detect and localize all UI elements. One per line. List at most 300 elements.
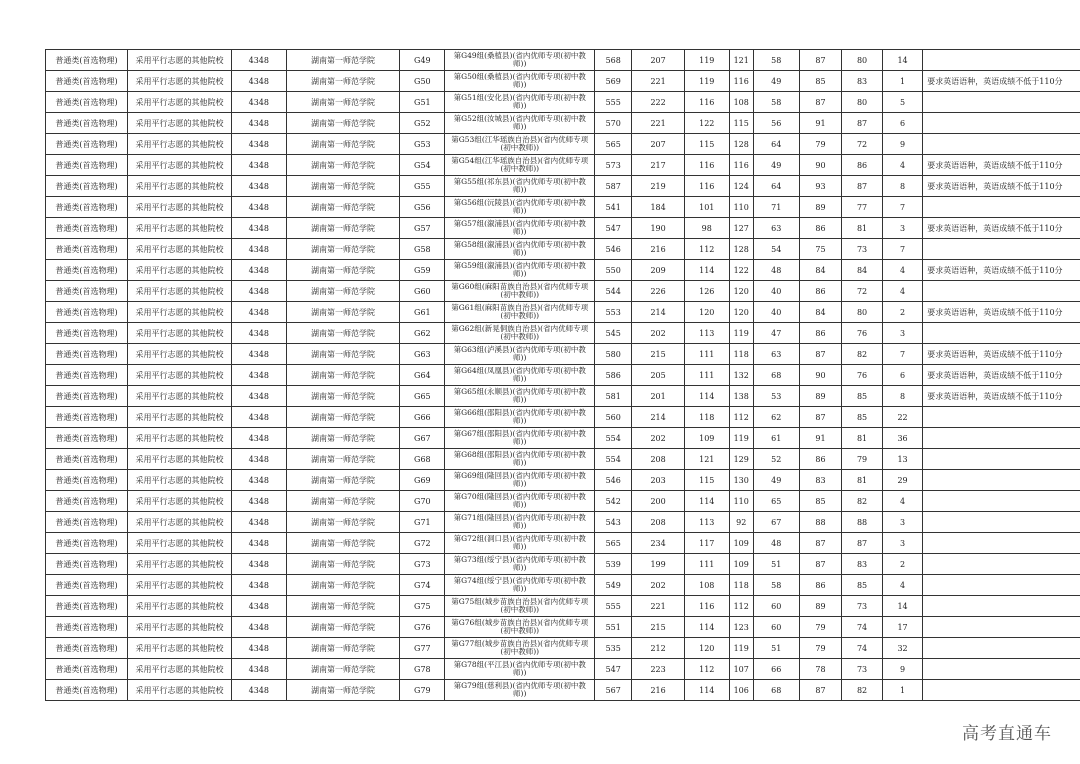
cell-code: 4348 bbox=[231, 176, 286, 197]
cell-gcode: G60 bbox=[400, 281, 445, 302]
cell-remark bbox=[923, 659, 1080, 680]
cell-remark bbox=[923, 575, 1080, 596]
cell-school: 湖南第一师范学院 bbox=[286, 176, 400, 197]
cell-plan: 14 bbox=[882, 596, 922, 617]
cell-school: 湖南第一师范学院 bbox=[286, 302, 400, 323]
cell-remark bbox=[923, 428, 1080, 449]
cell-c2: 112 bbox=[729, 596, 753, 617]
cell-code: 4348 bbox=[231, 302, 286, 323]
cell-code: 4348 bbox=[231, 575, 286, 596]
table-row bbox=[46, 470, 1080, 491]
cell-batch: 采用平行志愿的其他院校 bbox=[128, 155, 232, 176]
cell-rank: 221 bbox=[632, 113, 685, 134]
cell-c3: 65 bbox=[753, 491, 799, 512]
cell-gcode: G71 bbox=[400, 512, 445, 533]
cell-rank: 221 bbox=[632, 71, 685, 92]
cell-plan: 3 bbox=[882, 323, 922, 344]
cell-remark: 要求英语语种，英语成绩不低于110分 bbox=[923, 344, 1080, 365]
admission-table bbox=[45, 49, 1080, 701]
cell-batch: 采用平行志愿的其他院校 bbox=[128, 134, 232, 155]
cell-c3: 53 bbox=[753, 386, 799, 407]
cell-school: 湖南第一师范学院 bbox=[286, 71, 400, 92]
cell-batch: 采用平行志愿的其他院校 bbox=[128, 323, 232, 344]
cell-rank: 207 bbox=[632, 134, 685, 155]
cell-c2: 119 bbox=[729, 323, 753, 344]
cell-score: 545 bbox=[595, 323, 632, 344]
cell-c4: 86 bbox=[799, 575, 842, 596]
cell-plan: 32 bbox=[882, 638, 922, 659]
cell-c5: 74 bbox=[842, 617, 882, 638]
cell-remark: 要求英语语种，英语成绩不低于110分 bbox=[923, 386, 1080, 407]
cell-c2: 118 bbox=[729, 575, 753, 596]
cell-c3: 60 bbox=[753, 596, 799, 617]
cell-cat: 普通类(首选物理) bbox=[46, 50, 128, 71]
cell-c1: 116 bbox=[684, 596, 729, 617]
cell-c3: 58 bbox=[753, 50, 799, 71]
cell-remark: 要求英语语种，英语成绩不低于110分 bbox=[923, 155, 1080, 176]
cell-score: 547 bbox=[595, 218, 632, 239]
cell-c3: 64 bbox=[753, 176, 799, 197]
cell-rank: 215 bbox=[632, 344, 685, 365]
cell-c2: 129 bbox=[729, 449, 753, 470]
cell-school: 湖南第一师范学院 bbox=[286, 134, 400, 155]
cell-score: 565 bbox=[595, 134, 632, 155]
cell-school: 湖南第一师范学院 bbox=[286, 575, 400, 596]
cell-plan: 3 bbox=[882, 512, 922, 533]
cell-c5: 87 bbox=[842, 533, 882, 554]
cell-c1: 121 bbox=[684, 449, 729, 470]
cell-rank: 214 bbox=[632, 302, 685, 323]
cell-cat: 普通类(首选物理) bbox=[46, 71, 128, 92]
cell-code: 4348 bbox=[231, 197, 286, 218]
cell-score: 551 bbox=[595, 617, 632, 638]
cell-score: 550 bbox=[595, 260, 632, 281]
watermark-text: 高考直通车 bbox=[962, 724, 1052, 744]
cell-rank: 221 bbox=[632, 596, 685, 617]
cell-gcode: G70 bbox=[400, 491, 445, 512]
cell-gcode: G54 bbox=[400, 155, 445, 176]
cell-gcode: G63 bbox=[400, 344, 445, 365]
cell-batch: 采用平行志愿的其他院校 bbox=[128, 680, 232, 701]
cell-c2: 109 bbox=[729, 533, 753, 554]
cell-c5: 72 bbox=[842, 281, 882, 302]
cell-code: 4348 bbox=[231, 92, 286, 113]
cell-remark: 要求英语语种，英语成绩不低于110分 bbox=[923, 218, 1080, 239]
cell-c3: 49 bbox=[753, 155, 799, 176]
cell-score: 541 bbox=[595, 197, 632, 218]
cell-school: 湖南第一师范学院 bbox=[286, 554, 400, 575]
cell-cat: 普通类(首选物理) bbox=[46, 386, 128, 407]
table-row bbox=[46, 365, 1080, 386]
cell-code: 4348 bbox=[231, 470, 286, 491]
cell-gcode: G78 bbox=[400, 659, 445, 680]
cell-c5: 87 bbox=[842, 113, 882, 134]
cell-gcode: G50 bbox=[400, 71, 445, 92]
cell-c3: 71 bbox=[753, 197, 799, 218]
cell-c4: 83 bbox=[799, 470, 842, 491]
cell-code: 4348 bbox=[231, 449, 286, 470]
cell-plan: 7 bbox=[882, 239, 922, 260]
cell-gcode: G52 bbox=[400, 113, 445, 134]
cell-c1: 115 bbox=[684, 134, 729, 155]
cell-c3: 51 bbox=[753, 638, 799, 659]
cell-cat: 普通类(首选物理) bbox=[46, 134, 128, 155]
table-row bbox=[46, 596, 1080, 617]
cell-c2: 132 bbox=[729, 365, 753, 386]
cell-c1: 119 bbox=[684, 71, 729, 92]
cell-remark bbox=[923, 113, 1080, 134]
cell-gcode: G62 bbox=[400, 323, 445, 344]
cell-c1: 116 bbox=[684, 92, 729, 113]
cell-school: 湖南第一师范学院 bbox=[286, 512, 400, 533]
cell-score: 568 bbox=[595, 50, 632, 71]
cell-group: 第G60组(麻阳苗族自治县)(省内优师专项(初中教师)) bbox=[445, 281, 595, 302]
cell-code: 4348 bbox=[231, 386, 286, 407]
cell-c4: 88 bbox=[799, 512, 842, 533]
cell-rank: 202 bbox=[632, 323, 685, 344]
cell-rank: 215 bbox=[632, 617, 685, 638]
cell-batch: 采用平行志愿的其他院校 bbox=[128, 113, 232, 134]
cell-plan: 14 bbox=[882, 50, 922, 71]
cell-c4: 85 bbox=[799, 71, 842, 92]
cell-batch: 采用平行志愿的其他院校 bbox=[128, 575, 232, 596]
cell-score: 539 bbox=[595, 554, 632, 575]
cell-c1: 115 bbox=[684, 470, 729, 491]
cell-c1: 113 bbox=[684, 512, 729, 533]
cell-score: 535 bbox=[595, 638, 632, 659]
cell-c1: 112 bbox=[684, 659, 729, 680]
cell-plan: 8 bbox=[882, 386, 922, 407]
cell-remark bbox=[923, 638, 1080, 659]
cell-c4: 84 bbox=[799, 260, 842, 281]
cell-cat: 普通类(首选物理) bbox=[46, 239, 128, 260]
cell-remark bbox=[923, 323, 1080, 344]
cell-gcode: G75 bbox=[400, 596, 445, 617]
cell-score: 573 bbox=[595, 155, 632, 176]
cell-rank: 205 bbox=[632, 365, 685, 386]
cell-group: 第G77组(城步苗族自治县)(省内优师专项(初中教师)) bbox=[445, 638, 595, 659]
cell-code: 4348 bbox=[231, 323, 286, 344]
cell-c5: 83 bbox=[842, 71, 882, 92]
cell-score: 546 bbox=[595, 470, 632, 491]
cell-batch: 采用平行志愿的其他院校 bbox=[128, 659, 232, 680]
cell-c2: 118 bbox=[729, 344, 753, 365]
cell-cat: 普通类(首选物理) bbox=[46, 302, 128, 323]
cell-group: 第G66组(邵阳县)(省内优师专项(初中教师)) bbox=[445, 407, 595, 428]
cell-rank: 201 bbox=[632, 386, 685, 407]
cell-plan: 2 bbox=[882, 554, 922, 575]
cell-c5: 76 bbox=[842, 365, 882, 386]
cell-c4: 87 bbox=[799, 92, 842, 113]
cell-rank: 214 bbox=[632, 407, 685, 428]
table-row bbox=[46, 533, 1080, 554]
cell-batch: 采用平行志愿的其他院校 bbox=[128, 596, 232, 617]
cell-gcode: G72 bbox=[400, 533, 445, 554]
cell-code: 4348 bbox=[231, 407, 286, 428]
cell-remark bbox=[923, 512, 1080, 533]
cell-c5: 85 bbox=[842, 575, 882, 596]
cell-score: 544 bbox=[595, 281, 632, 302]
cell-school: 湖南第一师范学院 bbox=[286, 239, 400, 260]
cell-plan: 4 bbox=[882, 575, 922, 596]
cell-plan: 6 bbox=[882, 113, 922, 134]
table-row bbox=[46, 281, 1080, 302]
cell-c2: 92 bbox=[729, 512, 753, 533]
cell-rank: 219 bbox=[632, 176, 685, 197]
cell-c2: 120 bbox=[729, 281, 753, 302]
cell-remark bbox=[923, 680, 1080, 701]
cell-gcode: G73 bbox=[400, 554, 445, 575]
cell-rank: 202 bbox=[632, 428, 685, 449]
cell-remark bbox=[923, 533, 1080, 554]
cell-score: 567 bbox=[595, 680, 632, 701]
cell-rank: 202 bbox=[632, 575, 685, 596]
cell-batch: 采用平行志愿的其他院校 bbox=[128, 344, 232, 365]
cell-c2: 127 bbox=[729, 218, 753, 239]
cell-group: 第G69组(隆回县)(省内优师专项(初中教师)) bbox=[445, 470, 595, 491]
table-row bbox=[46, 617, 1080, 638]
cell-gcode: G76 bbox=[400, 617, 445, 638]
cell-c4: 86 bbox=[799, 218, 842, 239]
cell-c2: 115 bbox=[729, 113, 753, 134]
cell-c4: 78 bbox=[799, 659, 842, 680]
cell-gcode: G74 bbox=[400, 575, 445, 596]
cell-plan: 22 bbox=[882, 407, 922, 428]
cell-c1: 120 bbox=[684, 638, 729, 659]
cell-remark bbox=[923, 407, 1080, 428]
cell-rank: 200 bbox=[632, 491, 685, 512]
cell-c4: 87 bbox=[799, 554, 842, 575]
cell-c1: 114 bbox=[684, 491, 729, 512]
table-row bbox=[46, 113, 1080, 134]
cell-group: 第G76组(城步苗族自治县)(省内优师专项(初中教师)) bbox=[445, 617, 595, 638]
cell-rank: 184 bbox=[632, 197, 685, 218]
cell-c3: 62 bbox=[753, 407, 799, 428]
cell-group: 第G50组(桑植县)(省内优师专项(初中教师)) bbox=[445, 71, 595, 92]
cell-c4: 75 bbox=[799, 239, 842, 260]
cell-group: 第G54组(江华瑶族自治县)(省内优师专项(初中教师)) bbox=[445, 155, 595, 176]
cell-score: 586 bbox=[595, 365, 632, 386]
cell-group: 第G59组(溆浦县)(省内优师专项(初中教师)) bbox=[445, 260, 595, 281]
cell-group: 第G57组(溆浦县)(省内优师专项(初中教师)) bbox=[445, 218, 595, 239]
cell-batch: 采用平行志愿的其他院校 bbox=[128, 71, 232, 92]
cell-c4: 85 bbox=[799, 491, 842, 512]
cell-c2: 130 bbox=[729, 470, 753, 491]
cell-remark bbox=[923, 554, 1080, 575]
table-row bbox=[46, 134, 1080, 155]
cell-cat: 普通类(首选物理) bbox=[46, 113, 128, 134]
cell-c3: 58 bbox=[753, 92, 799, 113]
cell-plan: 7 bbox=[882, 344, 922, 365]
cell-plan: 1 bbox=[882, 680, 922, 701]
cell-c5: 73 bbox=[842, 239, 882, 260]
cell-c2: 112 bbox=[729, 407, 753, 428]
cell-group: 第G67组(邵阳县)(省内优师专项(初中教师)) bbox=[445, 428, 595, 449]
cell-c4: 90 bbox=[799, 365, 842, 386]
cell-school: 湖南第一师范学院 bbox=[286, 491, 400, 512]
cell-c2: 128 bbox=[729, 239, 753, 260]
cell-rank: 226 bbox=[632, 281, 685, 302]
cell-cat: 普通类(首选物理) bbox=[46, 680, 128, 701]
table-row bbox=[46, 302, 1080, 323]
cell-score: 553 bbox=[595, 302, 632, 323]
cell-code: 4348 bbox=[231, 491, 286, 512]
table-row bbox=[46, 197, 1080, 218]
cell-cat: 普通类(首选物理) bbox=[46, 218, 128, 239]
cell-plan: 7 bbox=[882, 197, 922, 218]
cell-batch: 采用平行志愿的其他院校 bbox=[128, 428, 232, 449]
cell-cat: 普通类(首选物理) bbox=[46, 92, 128, 113]
cell-cat: 普通类(首选物理) bbox=[46, 575, 128, 596]
cell-c4: 89 bbox=[799, 386, 842, 407]
cell-cat: 普通类(首选物理) bbox=[46, 617, 128, 638]
cell-rank: 223 bbox=[632, 659, 685, 680]
cell-rank: 222 bbox=[632, 92, 685, 113]
cell-c2: 106 bbox=[729, 680, 753, 701]
cell-gcode: G68 bbox=[400, 449, 445, 470]
cell-c4: 87 bbox=[799, 407, 842, 428]
cell-c4: 79 bbox=[799, 134, 842, 155]
cell-group: 第G63组(泸溪县)(省内优师专项(初中教师)) bbox=[445, 344, 595, 365]
cell-c4: 79 bbox=[799, 617, 842, 638]
cell-group: 第G74组(绥宁县)(省内优师专项(初中教师)) bbox=[445, 575, 595, 596]
table-row bbox=[46, 386, 1080, 407]
cell-gcode: G64 bbox=[400, 365, 445, 386]
cell-batch: 采用平行志愿的其他院校 bbox=[128, 50, 232, 71]
cell-gcode: G61 bbox=[400, 302, 445, 323]
cell-rank: 208 bbox=[632, 449, 685, 470]
table-row bbox=[46, 323, 1080, 344]
cell-cat: 普通类(首选物理) bbox=[46, 554, 128, 575]
cell-c3: 51 bbox=[753, 554, 799, 575]
cell-remark: 要求英语语种，英语成绩不低于110分 bbox=[923, 176, 1080, 197]
cell-batch: 采用平行志愿的其他院校 bbox=[128, 92, 232, 113]
cell-school: 湖南第一师范学院 bbox=[286, 155, 400, 176]
cell-cat: 普通类(首选物理) bbox=[46, 365, 128, 386]
cell-score: 554 bbox=[595, 428, 632, 449]
cell-c5: 76 bbox=[842, 323, 882, 344]
cell-score: 569 bbox=[595, 71, 632, 92]
cell-c3: 52 bbox=[753, 449, 799, 470]
table-row bbox=[46, 260, 1080, 281]
cell-school: 湖南第一师范学院 bbox=[286, 365, 400, 386]
table-row bbox=[46, 554, 1080, 575]
cell-rank: 234 bbox=[632, 533, 685, 554]
cell-c3: 64 bbox=[753, 134, 799, 155]
cell-c1: 118 bbox=[684, 407, 729, 428]
cell-school: 湖南第一师范学院 bbox=[286, 470, 400, 491]
cell-group: 第G71组(隆回县)(省内优师专项(初中教师)) bbox=[445, 512, 595, 533]
cell-plan: 3 bbox=[882, 218, 922, 239]
cell-code: 4348 bbox=[231, 344, 286, 365]
cell-code: 4348 bbox=[231, 533, 286, 554]
table-row bbox=[46, 680, 1080, 701]
cell-cat: 普通类(首选物理) bbox=[46, 155, 128, 176]
cell-gcode: G66 bbox=[400, 407, 445, 428]
cell-code: 4348 bbox=[231, 260, 286, 281]
cell-code: 4348 bbox=[231, 617, 286, 638]
cell-cat: 普通类(首选物理) bbox=[46, 449, 128, 470]
cell-cat: 普通类(首选物理) bbox=[46, 260, 128, 281]
cell-cat: 普通类(首选物理) bbox=[46, 428, 128, 449]
cell-c3: 67 bbox=[753, 512, 799, 533]
cell-gcode: G57 bbox=[400, 218, 445, 239]
cell-gcode: G69 bbox=[400, 470, 445, 491]
table-row bbox=[46, 218, 1080, 239]
cell-c1: 114 bbox=[684, 617, 729, 638]
cell-c4: 87 bbox=[799, 533, 842, 554]
cell-group: 第G75组(城步苗族自治县)(省内优师专项(初中教师)) bbox=[445, 596, 595, 617]
cell-school: 湖南第一师范学院 bbox=[286, 680, 400, 701]
cell-c1: 111 bbox=[684, 554, 729, 575]
cell-code: 4348 bbox=[231, 554, 286, 575]
cell-gcode: G77 bbox=[400, 638, 445, 659]
cell-remark bbox=[923, 239, 1080, 260]
cell-group: 第G70组(隆回县)(省内优师专项(初中教师)) bbox=[445, 491, 595, 512]
cell-batch: 采用平行志愿的其他院校 bbox=[128, 176, 232, 197]
cell-batch: 采用平行志愿的其他院校 bbox=[128, 407, 232, 428]
cell-cat: 普通类(首选物理) bbox=[46, 533, 128, 554]
cell-cat: 普通类(首选物理) bbox=[46, 470, 128, 491]
cell-c5: 86 bbox=[842, 155, 882, 176]
cell-gcode: G55 bbox=[400, 176, 445, 197]
cell-score: 542 bbox=[595, 491, 632, 512]
cell-remark bbox=[923, 281, 1080, 302]
cell-c2: 116 bbox=[729, 155, 753, 176]
cell-batch: 采用平行志愿的其他院校 bbox=[128, 197, 232, 218]
cell-score: 543 bbox=[595, 512, 632, 533]
cell-c4: 86 bbox=[799, 323, 842, 344]
cell-c5: 72 bbox=[842, 134, 882, 155]
cell-code: 4348 bbox=[231, 512, 286, 533]
cell-c1: 117 bbox=[684, 533, 729, 554]
cell-remark: 要求英语语种，英语成绩不低于110分 bbox=[923, 302, 1080, 323]
cell-c2: 107 bbox=[729, 659, 753, 680]
table-row bbox=[46, 50, 1080, 71]
cell-cat: 普通类(首选物理) bbox=[46, 407, 128, 428]
cell-c4: 90 bbox=[799, 155, 842, 176]
cell-score: 570 bbox=[595, 113, 632, 134]
cell-c1: 98 bbox=[684, 218, 729, 239]
cell-plan: 8 bbox=[882, 176, 922, 197]
cell-c5: 74 bbox=[842, 638, 882, 659]
cell-plan: 29 bbox=[882, 470, 922, 491]
cell-school: 湖南第一师范学院 bbox=[286, 218, 400, 239]
cell-code: 4348 bbox=[231, 281, 286, 302]
table-row bbox=[46, 344, 1080, 365]
cell-remark bbox=[923, 596, 1080, 617]
cell-group: 第G49组(桑植县)(省内优师专项(初中教师)) bbox=[445, 50, 595, 71]
cell-school: 湖南第一师范学院 bbox=[286, 344, 400, 365]
cell-c4: 91 bbox=[799, 113, 842, 134]
cell-remark bbox=[923, 197, 1080, 218]
cell-c4: 93 bbox=[799, 176, 842, 197]
cell-c2: 109 bbox=[729, 554, 753, 575]
table-row bbox=[46, 575, 1080, 596]
cell-c5: 87 bbox=[842, 176, 882, 197]
cell-batch: 采用平行志愿的其他院校 bbox=[128, 218, 232, 239]
cell-remark: 要求英语语种，英语成绩不低于110分 bbox=[923, 260, 1080, 281]
table-row bbox=[46, 71, 1080, 92]
cell-rank: 199 bbox=[632, 554, 685, 575]
cell-school: 湖南第一师范学院 bbox=[286, 197, 400, 218]
table-row bbox=[46, 239, 1080, 260]
cell-group: 第G65组(永顺县)(省内优师专项(初中教师)) bbox=[445, 386, 595, 407]
cell-c5: 81 bbox=[842, 218, 882, 239]
cell-school: 湖南第一师范学院 bbox=[286, 638, 400, 659]
cell-c5: 85 bbox=[842, 386, 882, 407]
cell-code: 4348 bbox=[231, 134, 286, 155]
